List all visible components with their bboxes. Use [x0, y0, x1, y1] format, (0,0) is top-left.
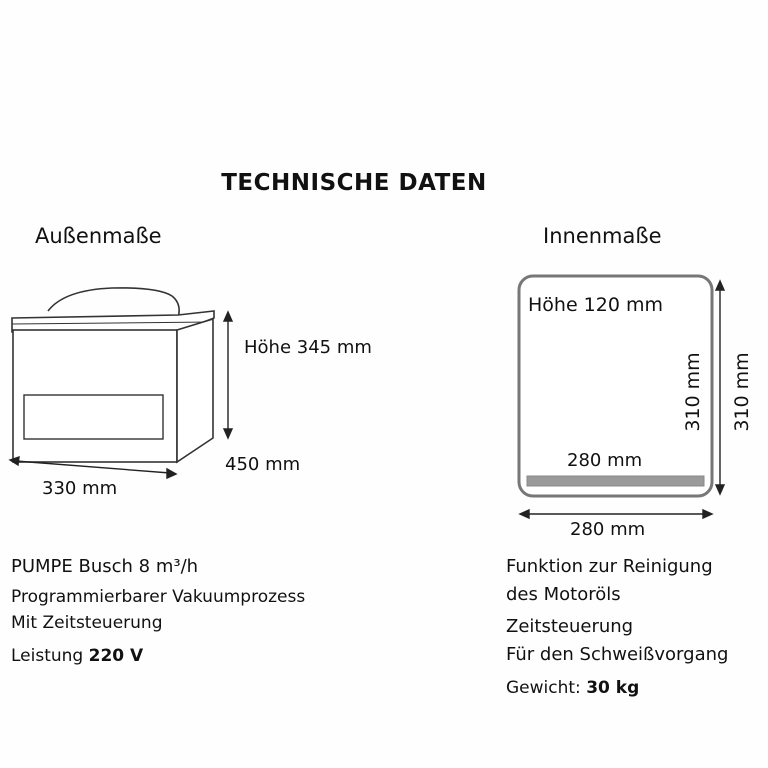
chamber-width-label: 280 mm — [570, 519, 646, 540]
bottom-width-arrow — [520, 510, 712, 518]
page-title: TECHNISCHE DATEN — [221, 170, 487, 196]
outer-depth-label-right: 310 mm — [731, 352, 753, 432]
seal-bar-width-label: 280 mm — [567, 450, 643, 471]
outer-width-label: 330 mm — [42, 478, 118, 499]
power-prefix: Leistung — [11, 646, 89, 666]
outer-depth-label: 450 mm — [225, 454, 301, 475]
pump-spec: PUMPE Busch 8 m³/h — [11, 556, 199, 577]
depth-arrow — [716, 281, 724, 494]
power-spec — [11, 646, 143, 666]
program-spec: Programmierbarer Vakuumprozess — [11, 587, 306, 607]
timer-spec-right: Zeitsteuerung — [506, 616, 634, 637]
weld-spec: Für den Schweißvorgang — [506, 644, 729, 665]
outer-dimensions-heading: Außenmaße — [35, 224, 162, 248]
inner-height-label: Höhe 120 mm — [528, 294, 664, 316]
outer-height-label: Höhe 345 mm — [244, 337, 372, 358]
weight-spec — [506, 678, 639, 698]
inner-dimensions-heading: Innenmaße — [543, 224, 662, 248]
cleaning-spec-line1: Funktion zur Reinigung — [506, 556, 713, 577]
weight-value: 30 kg — [586, 678, 640, 698]
cleaning-spec-line2: des Motoröls — [506, 584, 621, 605]
seal-bar — [527, 476, 704, 486]
weight-prefix: Gewicht: — [506, 678, 587, 698]
timer-spec: Mit Zeitsteuerung — [11, 613, 163, 633]
power-value: 220 V — [88, 646, 144, 666]
inner-depth-label: 310 mm — [682, 352, 704, 432]
